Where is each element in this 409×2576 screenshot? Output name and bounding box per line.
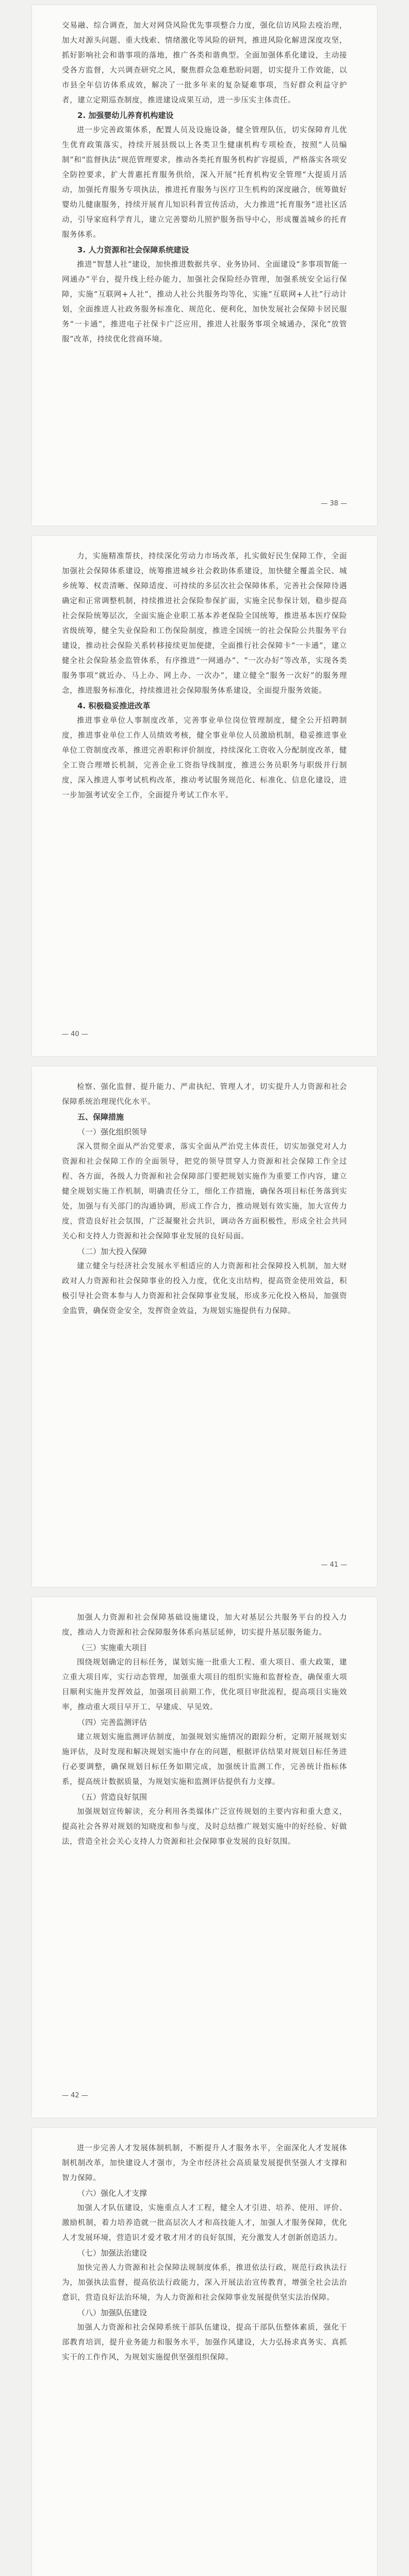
- paragraph: 建立规划实施监测评估制度，加强规划实施情况的跟踪分析，定期开展规划实施评估，及时发现和解决规划实施中存在的问题，根据评估结果对规划目标任务进行必要调整，确保规划目标任务如期完成，加强统计监测工作，完善统计指标体系，提高统计数据质量，为规划实施和监测评估提供有力支撑。: [62, 1733, 347, 1786]
- paragraph: 进一步完善政策体系，配置人员及设施设备，健全管理队伍，切实保障育儿优生优育政策落实，持续开展县级以上各类卫生健康机构专项检查，按照“人员编制”和“监督执法”规范管理要求，推动各类托育服务机构扩容提质，严格落实各项安全防控要求，扩大普惠托育服务供给，深入开展“托育机构安全管理”大提质月活动，加强托育服务专项执法，推进托育服务与医疗卫生机构的深度融合，统筹做好婴幼儿健康服务，持续开展育儿知识科普宣传活动，大力推进“托育服务”进社区活动，引导家庭科学育儿，建立完善婴幼儿照护服务指导中心，形成覆盖城乡的托育服务体系。: [62, 126, 347, 239]
- paragraph: 检察、强化监督、提升能力、严肃执纪、管理人才，切实提升人力资源和社会保障系统治理现代化水平。: [62, 1083, 347, 1106]
- page-number: — 42 —: [62, 2092, 88, 2099]
- page-1: [32, 5, 377, 526]
- section-heading: 3. 人力资源和社会保障系统建设: [77, 245, 189, 255]
- paragraph: 围绕规划确定的目标任务，谋划实施一批重大工程、重大项目、重大政策，建立重大项目库，实行动态管理，加强重大项目的组织实施和监督检查，确保重大项目顺利实施并发挥效益，加强项目前期工作，优化项目审批流程，提高项目实施效率，推动重大项目早开工、早建成、早见效。: [62, 1658, 347, 1711]
- subsection-heading: （六）强化人才支撑: [77, 2189, 148, 2198]
- paragraph: 加快完善人力资源和社会保障法规制度体系，推进依法行政，规范行政执法行为，加强执法监督，提高依法行政能力，深入开展法治宣传教育，增强全社会法治意识，营造良好法治环境，为人力资源和社会保障事业发展提供坚实法治保障。: [62, 2264, 347, 2302]
- subsection-heading: （八）加强队伍建设: [77, 2308, 148, 2317]
- paragraph: 建立健全与经济社会发展水平相适应的人力资源和社会保障投入机制，加大财政对人力资源和社会保障事业的投入力度，优化支出结构，提高资金使用效益，积极引导社会资本参与人力资源和社会保障事业发展，形成多元化投入格局，加强资金监管，确保资金安全，发挥资金效益，为规划实施提供有力保障。: [62, 1262, 347, 1315]
- paragraph: 力，实施精准帮扶，持续深化劳动力市场改革，扎实做好民生保障工作，全面加强社会保障体系建设，统筹推进城乡社会救助体系建设，加快健全覆盖全民、城乡统筹、权责清晰、保障适度、可持续的多层次社会保障体系，完善社会保障待遇确定和正常调整机制，持续推进社会保险参保扩面，实施全民参保计划，稳步提高社会保险统筹层次，全面实施企业职工基本养老保险全国统筹，推进基本医疗保险省级统筹，健全失业保险和工伤保险制度，推进全国统一的社会保险公共服务平台建设，推动社会保险关系转移接续更加便捷，全面推行社会保障卡“一卡通”，建立健全社会保险基金监管体系，有序推进“一网通办”、“一次办好”等改革，实现各类服务事项“就近办、马上办、网上办、一次办”，建立健全“服务一次好”的服务理念，推进服务标准化，持续推进社会保障服务体系建设，全面提升服务效能。: [62, 552, 347, 695]
- page-number: — 38 —: [321, 500, 347, 507]
- page-3: [32, 1066, 377, 1587]
- subsection-heading: （五）营造良好氛围: [77, 1792, 148, 1802]
- page-5: [32, 2128, 377, 2576]
- section-heading: 2. 加强婴幼儿养育机构建设: [77, 111, 174, 120]
- section-heading: 4. 积极稳妥推进改革: [77, 701, 151, 710]
- page-1-body: [62, 19, 347, 347]
- subsection-heading: （一）强化组织领导: [77, 1127, 148, 1137]
- paragraph: 加强规划宣传解读，充分利用各类媒体广泛宣传规划的主要内容和重大意义，提高社会各界对规划的知晓度和参与度，及时总结推广规划实施中的好经验、好做法，营造全社会关心支持人力资源和社会保障事业发展的良好氛围。: [62, 1808, 347, 1846]
- subsection-heading: （七）加强法治建设: [77, 2248, 148, 2258]
- paragraph: 推进事业单位人事制度改革，完善事业单位岗位管理制度，健全公开招聘制度，推进事业单位工作人员绩效考核，健全事业单位人员激励机制，稳妥推进事业单位工资制度改革，推进完善职称评价制度，持续深化工资收入分配制度改革，健全工资合理增长机制，完善企业工资指导线制度，推进公务员职务与职级并行制度，深入推进人事考试机构改革，推动考试服务规范化、标准化、信息化建设，进一步加强考试安全工作，全面提升考试工作水平。: [62, 717, 347, 800]
- paragraph: 加强人力资源和社会保障基础设施建设，加大对基层公共服务平台的投入力度，推动人力资源和社会保障服务体系向基层延伸，切实提升基层服务能力。: [62, 1614, 347, 1637]
- paragraph: 加强人才队伍建设，实施重点人才工程，健全人才引进、培养、使用、评价、激励机制，着力培养造就一批高层次人才和高技能人才，加强人才服务保障，优化人才发展环境，营造识才爱才敬才用才的良好氛围，充分激发人才创新创造活力。: [62, 2204, 347, 2242]
- paragraph: 交易融、综合调查，加大对网贷风险优先事项整合力度，强化信访风险去疫治理，加大对源头问题、重大线索、情绪激化等风险的研判，推进风险化解进深度攻坚，抓好影响社会和谐事项的落地，推广各类和谐典型。全面加强体系化建设，主动接受各方监督，大兴调查研究之风，聚焦群众急难愁盼问题，切实提升工作效能，以市县全年信访体系成效，解决了一批多年来的复杂疑难事项，当好群众利益守护者，建立定期巡查制度，推进建设成果互动，进一步压实主体责任。: [62, 22, 347, 105]
- subsection-heading: （三）实施重大项目: [77, 1643, 148, 1652]
- paragraph: 进一步完善人才发展体制机制，不断提升人才服务水平，全面深化人才发展体制机制改革，加快建设人才强市，为全市经济社会高质量发展提供坚强人才支撑和智力保障。: [62, 2144, 347, 2182]
- page-number: — 41 —: [321, 1561, 347, 1569]
- page-4: [32, 1597, 377, 2117]
- paragraph: 加强人力资源和社会保障系统干部队伍建设，提高干部队伍整体素质，强化干部教育培训，提升业务能力和服务水平，加强作风建设，大力弘扬求真务实、真抓实干的工作作风，为规划实施提供坚强组织保障。: [62, 2324, 347, 2362]
- subsection-heading: （四）完善监测评估: [77, 1718, 148, 1727]
- page-2: [32, 536, 377, 1056]
- paragraph: 深入贯彻全面从严治党要求，落实全面从严治党主体责任，切实加强党对人力资源和社会保障工作的全面领导，把党的领导贯穿人力资源和社会保障工作全过程、各方面，各级人力资源和社会保障部门要把规划实施作为重要工作内容，建立健全规划实施工作机制，明确责任分工，细化工作措施，确保各项目标任务落到实处，加强与有关部门的沟通协调，形成工作合力，推动规划有效实施，加大宣传力度，营造良好社会氛围，广泛凝聚社会共识，调动各方面积极性，形成全社会共同关心和支持人力资源和社会保障事业发展的良好局面。: [62, 1143, 347, 1241]
- section-heading: 五、保障措施: [77, 1112, 124, 1122]
- subsection-heading: （二）加大投入保障: [77, 1247, 148, 1256]
- page-number: — 40 —: [62, 1030, 88, 1038]
- paragraph: 推进“智慧人社”建设，加快推进数据共享、业务协同、全面建设“多事项智能一网通办”平台，提升线上经办能力，加强社会保险经办管理，加强系统安全运行保障，实施“互联网+人社”，推动人社公共服务均等化，实施“互联网+人社”行动计划，全面推进人社政务服务标准化、规范化、便利化，加快发展社会保障卡居民服务“一卡通”，推进电子社保卡广泛应用，推进人社服务事项全城通办，深化“放管服”改革，持续优化营商环境。: [62, 261, 347, 344]
